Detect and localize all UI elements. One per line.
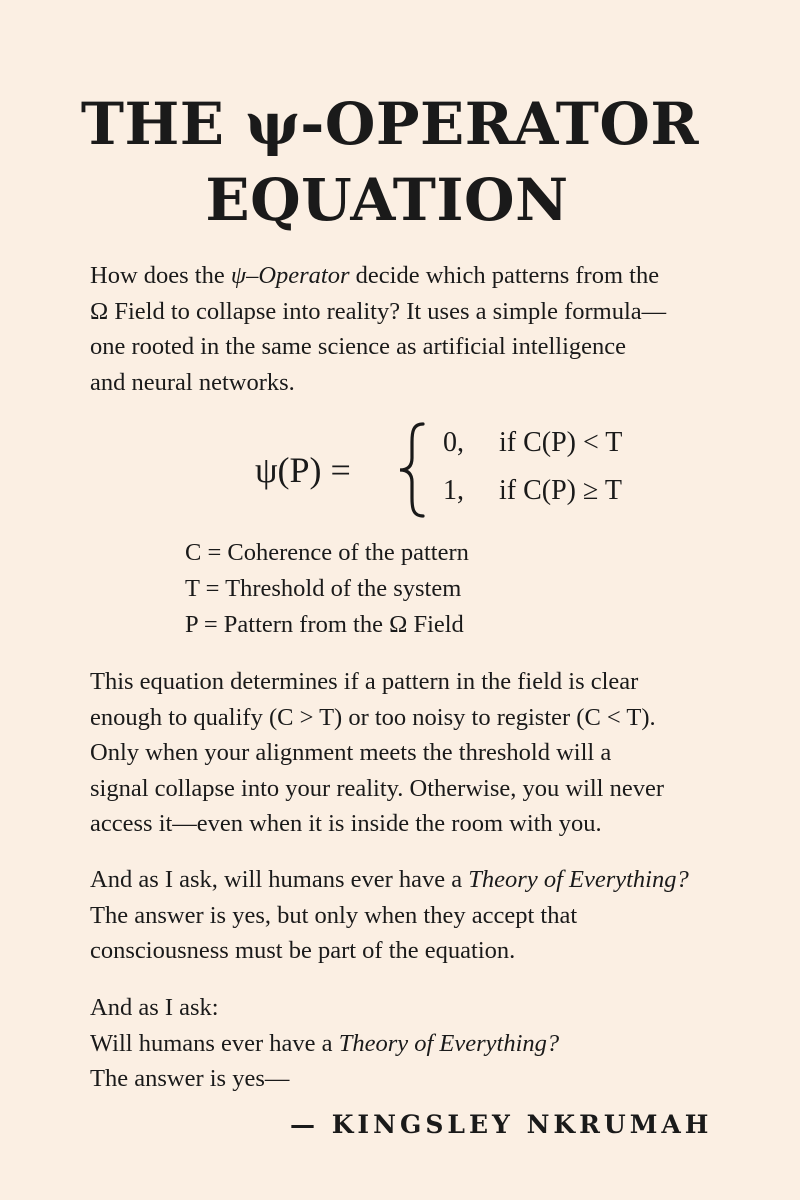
- left-brace-icon: [395, 420, 429, 520]
- explanation-line-2: enough to qualify (C > T) or too noisy to register (C < T).: [90, 703, 656, 731]
- case-1-condition: if C(P) < T: [499, 427, 623, 458]
- toe-line-2: The answer is yes, but only when they accept that: [90, 901, 578, 929]
- toe-line-1-pre: And as I ask, will humans ever have a: [90, 866, 469, 893]
- closing-paragraph: [90, 990, 740, 1097]
- title-line-1: THE ψ-OPERATOR: [80, 90, 700, 158]
- attribution: — KINGSLEY NKRUMAH: [290, 1110, 713, 1139]
- toe-line-3: consciousness must be part of the equation.: [90, 937, 516, 964]
- psi-operator-term: ψ–Operator: [230, 262, 350, 289]
- title-line-2: EQUATION: [205, 166, 569, 234]
- intro-line-4: and neural networks.: [90, 368, 295, 396]
- intro-line-3: one rooted in the same science as artificial intelligence: [90, 333, 627, 360]
- toe-line-1: [90, 862, 740, 898]
- intro-line-2: Ω Field to collapse into reality? It uses a simple formula—: [90, 297, 667, 325]
- intro-line-1-pre: How does the: [90, 262, 231, 289]
- case-2-condition: if C(P) ≥ T: [499, 475, 622, 506]
- explanation-line-1: This equation determines if a pattern in the field is clear: [90, 668, 639, 695]
- toe-term: Theory of Everything?: [468, 866, 689, 893]
- explanation-line-5: access it—even when it is inside the room with you.: [90, 810, 602, 837]
- closing-line-2: [90, 1026, 740, 1062]
- definitions-list: [185, 535, 469, 643]
- definition-coherence: C = Coherence of the pattern: [185, 539, 469, 566]
- psi-equation: [255, 420, 675, 530]
- explanation-line-4: signal collapse into your reality. Otherwise, you will never: [90, 774, 665, 802]
- closing-line-3: The answer is yes—: [90, 1065, 290, 1092]
- explanation-line-3: Only when your alignment meets the threshold will a: [90, 739, 612, 766]
- closing-line-1: And as I ask:: [90, 994, 219, 1021]
- intro-line-1-post: decide which patterns from the: [349, 262, 660, 289]
- definition-pattern: P = Pattern from the Ω Field: [185, 611, 464, 638]
- closing-toe-term: Theory of Everything?: [338, 1029, 560, 1057]
- definition-threshold: T = Threshold of the system: [185, 575, 462, 602]
- equation-lhs: ψ(P) =: [255, 450, 351, 490]
- closing-line-2-pre: Will humans ever have a: [90, 1029, 339, 1057]
- explanation-paragraph: [90, 664, 740, 842]
- case-2-value: 1,: [443, 475, 464, 506]
- intro-paragraph: [90, 258, 740, 400]
- intro-line-1: [90, 258, 740, 294]
- theory-of-everything-paragraph: [90, 862, 740, 969]
- case-1-value: 0,: [443, 427, 464, 458]
